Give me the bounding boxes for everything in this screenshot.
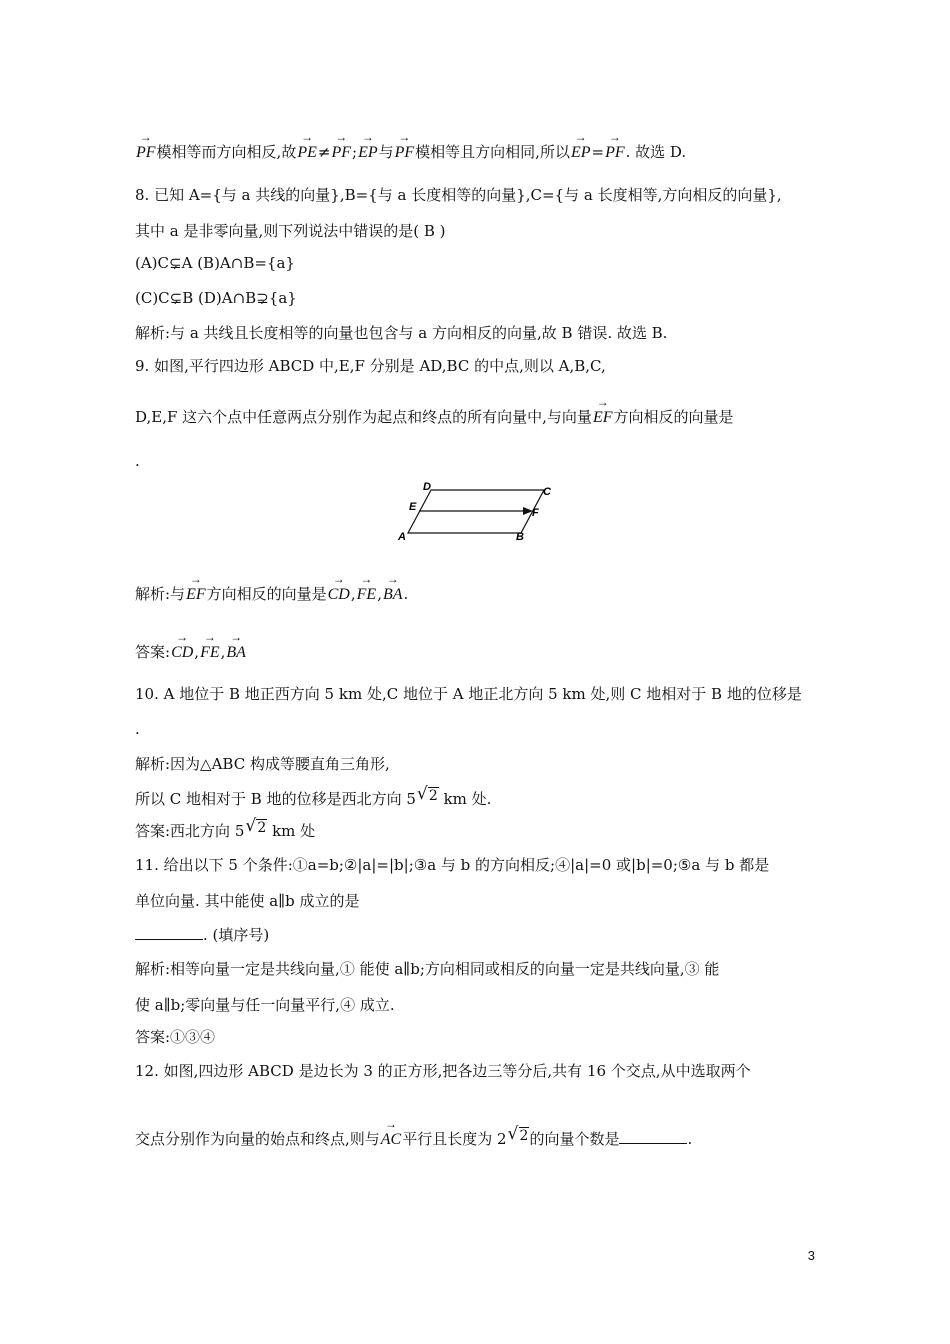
q11-stem-line2: 单位向量. 其中能使 a∥b 成立的是 <box>135 892 360 910</box>
q8-options-cd: (C)C⊊B (D)A∩B⊋{a} <box>135 289 297 307</box>
vector-pf: → PF <box>605 136 625 164</box>
q9-stem-line3: . <box>135 452 140 470</box>
proper-subset-symbol: ⊊ <box>169 289 183 307</box>
q9-analysis: 解析:与→ EF方向相反的向量是→ CD,→ FE,→ BA. <box>135 578 408 606</box>
previous-answer-fragment: → PF模相等而方向相反,故→ PE≠→ PF;→ EP与→ PF模相等且方向相同,所以→ EP=→ PF. 故选 D. <box>135 136 686 164</box>
q9-stem-line1: 9. 如图,平行四边形 ABCD 中,E,F 分别是 AD,BC 的中点,则以 A,B,C, <box>135 357 606 375</box>
vector-ep: → EP <box>358 136 378 164</box>
vector-ef: → EF <box>186 578 206 606</box>
vector-pf: → PF <box>395 136 415 164</box>
q11-stem-line1: 11. 给出以下 5 个条件:①a=b;②|a|=|b|;③a 与 b 的方向相反;④|a|=0 或|b|=0;⑤a 与 b 都是 <box>135 856 770 874</box>
q8-analysis: 解析:与 a 共线且长度相等的向量也包含与 a 方向相反的向量,故 B 错误. 故选 B. <box>135 324 668 342</box>
label-b: B <box>516 531 524 543</box>
vector-cd: → CD <box>171 636 193 664</box>
sqrt-symbol: √ 2 <box>418 788 439 811</box>
parallelogram-figure <box>395 478 565 550</box>
proper-subset-symbol: ⊊ <box>169 254 182 272</box>
vector-cd: → CD <box>328 578 350 606</box>
q10-stem-line1: 10. A 地位于 B 地正西方向 5 km 处,C 地位于 A 地正北方向 5 km 处,则 C 地相对于 B 地的位移是 <box>135 685 802 703</box>
proper-superset-symbol: ⊋ <box>256 289 269 307</box>
label-a: A <box>398 531 406 543</box>
vector-ef: → EF <box>593 401 613 429</box>
vector-fe: → FE <box>357 578 377 606</box>
label-c: C <box>543 486 551 498</box>
q8-options-ab: (A)C⊊A (B)A∩B={a} <box>135 254 295 272</box>
vector-pf: → PF <box>136 136 156 164</box>
answer-blank <box>619 1129 687 1144</box>
vector-pf: → PF <box>331 136 351 164</box>
q10-answer: 答案:西北方向 5√ 2 km 处 <box>135 820 315 843</box>
vector-ba: → BA <box>383 578 403 606</box>
q10-analysis-line2: 所以 C 地相对于 B 地的位移是西北方向 5√ 2 km 处. <box>135 788 491 811</box>
vector-ep: → EP <box>571 136 591 164</box>
q12-stem-line2: 交点分别作为向量的始点和终点,则与→ AC平行且长度为 2√ 2的向量个数是 . <box>135 1123 692 1151</box>
q12-stem-line1: 12. 如图,四边形 ABCD 是边长为 3 的正方形,把各边三等分后,共有 16 个交点,从中选取两个 <box>135 1062 751 1080</box>
q10-analysis-line1: 解析:因为△ABC 构成等腰直角三角形, <box>135 755 390 773</box>
q8-stem-line1: 8. 已知 A={与 a 共线的向量},B={与 a 长度相等的向量},C={与 a 长度相等,方向相反的向量}, <box>135 186 782 204</box>
label-d: D <box>423 481 431 493</box>
q8-stem-line2: 其中 a 是非零向量,则下列说法中错误的是( B ) <box>135 222 446 240</box>
parallelogram-diagram <box>395 478 565 546</box>
vector-ac: → AC <box>381 1123 401 1151</box>
q9-answer: 答案:→ CD,→ FE,→ BA <box>135 636 247 664</box>
q10-stem-line2: . <box>135 720 140 738</box>
q11-answer: 答案:①③④ <box>135 1028 216 1046</box>
answer-blank <box>135 925 203 940</box>
q11-analysis-line2: 使 a∥b;零向量与任一向量平行,④ 成立. <box>135 996 395 1014</box>
label-e: E <box>409 501 417 513</box>
sqrt-symbol: √ 2 <box>246 820 267 843</box>
label-f: F <box>532 507 539 519</box>
vector-ba: → BA <box>226 636 246 664</box>
sqrt-symbol: √ 2 <box>509 1128 530 1151</box>
vector-pe: → PE <box>297 136 317 164</box>
q9-stem-line2: D,E,F 这六个点中任意两点分别作为起点和终点的所有向量中,与向量→ EF方向相反的向量是 <box>135 401 734 429</box>
page-number: 3 <box>807 1248 815 1263</box>
q11-stem-line3: . (填序号) <box>135 924 269 946</box>
q11-analysis-line1: 解析:相等向量一定是共线向量,① 能使 a∥b;方向相同或相反的向量一定是共线向量,③ 能 <box>135 960 720 978</box>
vector-fe: → FE <box>200 636 220 664</box>
